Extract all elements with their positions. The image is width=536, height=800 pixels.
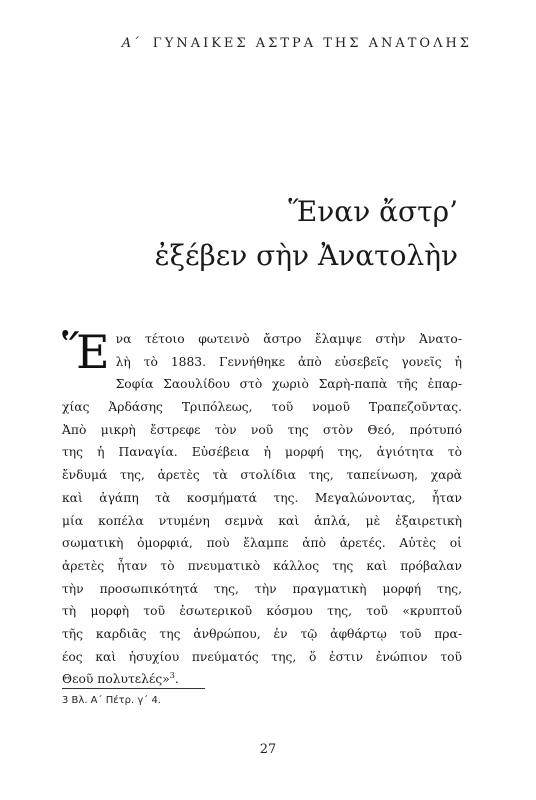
chapter-title-line-1: Ἕναν ἄστρ’ bbox=[288, 195, 458, 228]
footnote: 3 Βλ. Α΄ Πέτρ. γ΄ 4. bbox=[62, 695, 161, 706]
text-line: λὴ τὸ 1883. Γεννήθηκε ἀπὸ εὐσεβεῖς γονεῖς ἡ bbox=[115, 354, 462, 369]
text-line: τὴν προσωπικότητά της, τὴν πραγματικὴ μορφή της, bbox=[62, 581, 462, 596]
text-line: ἀρετὲς ἦταν τὸ πνευματικὸ κάλλος της καὶ πρόβαλαν bbox=[62, 558, 462, 573]
body-paragraph bbox=[62, 325, 462, 691]
text-line: χίας Ἀρδάσης Τριπόλεως, τοῦ νομοῦ Τραπεζοῦντας. bbox=[62, 400, 462, 415]
chapter-name: ΓΥΝΑΙΚΕΣ ΑΣΤΡΑ ΤΗΣ ΑΝΑΤΟΛΗΣ bbox=[152, 36, 472, 51]
drop-cap: Ἕ bbox=[62, 325, 110, 379]
text-line: καὶ ἀγάπη τὰ κοσμήματά της. Μεγαλώνοντας, ἦταν bbox=[62, 490, 462, 505]
text-line: Ἀπὸ μικρὴ ἔστρεφε τὸν νοῦ της στὸν Θεό, πρότυπό bbox=[62, 422, 462, 437]
text-line: Σοφία Σαουλίδου στὸ χωριὸ Σαρὴ-παπὰ τῆς ἐπαρ- bbox=[115, 377, 462, 392]
text-line: τῆς καρδιᾶς της ἀνθρώπου, ἐν τῷ ἀφθάρτῳ τοῦ πρα- bbox=[62, 626, 462, 641]
text-line: έος καὶ ἡσυχίου πνεύματός της, ὅ ἐστιν ἐνώπιον τοῦ bbox=[62, 649, 462, 664]
text-line: τὴ μορφὴ τοῦ ἐσωτερικοῦ κόσμου της, τοῦ «κρυπτοῦ bbox=[62, 604, 462, 619]
text-line: ἔνδυμά της, ἀρετὲς τὰ στολίδια της, ταπείνωση, χαρὰ bbox=[62, 468, 462, 483]
chapter-number: Α΄ bbox=[121, 36, 140, 51]
running-head bbox=[0, 36, 472, 51]
text-line-last-content: Θεοῦ πολυτελές» bbox=[62, 672, 170, 687]
text-line: σωματικὴ ὀμορφιά, ποὺ ἔλαμπε ἀπὸ ἀρετές. Αὐτὲς οἱ bbox=[62, 536, 462, 551]
page-number: 27 bbox=[259, 742, 277, 757]
text-line: της ἡ Παναγία. Εὐσέβεια ἡ μορφή της, ἁγιότητα τὸ bbox=[62, 445, 462, 460]
footnote-reference[interactable]: 3 bbox=[169, 671, 175, 681]
footnote-divider bbox=[62, 688, 205, 689]
text-line: μία κοπέλα ντυμένη σεμνὰ καὶ ἁπλά, μὲ ἐξαιρετικὴ bbox=[62, 513, 462, 528]
text-line-last: Θεοῦ πολυτελές»$^3$. bbox=[62, 671, 179, 687]
text-line: να τέτοιο φωτεινὸ ἄστρο ἔλαμψε στὴν Ἀνατο- bbox=[115, 332, 462, 346]
chapter-title-line-2: ἐξέβεν σὴν Ἀνατολὴν bbox=[154, 239, 458, 272]
chapter-title bbox=[155, 190, 458, 278]
